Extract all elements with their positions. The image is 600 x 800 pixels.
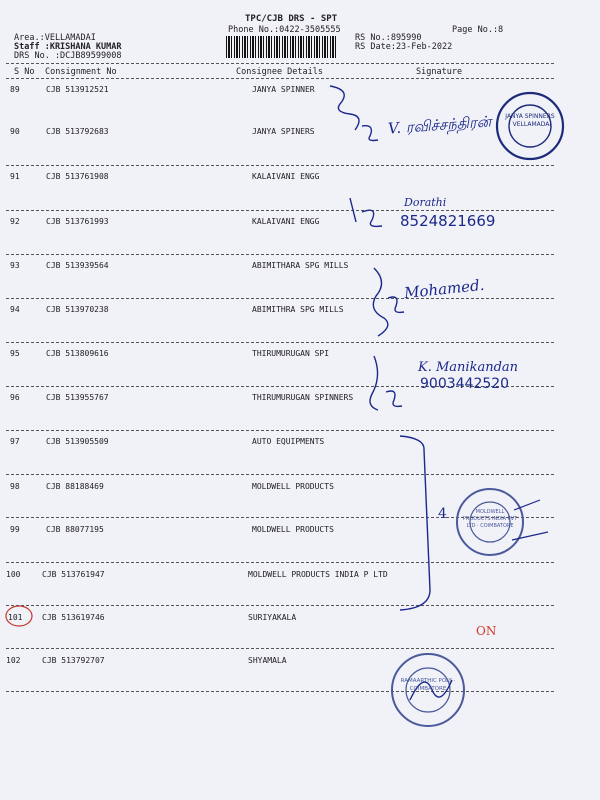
consignee-cell: MOLDWELL PRODUCTS	[252, 482, 334, 491]
signature-abimithra: Mohamed.	[403, 275, 486, 303]
sno-cell: 94	[10, 305, 20, 314]
sno-cell: 90	[10, 127, 20, 136]
page-number: Page No.:8	[452, 25, 504, 35]
area-label: Area.:VELLAMADAI	[14, 33, 96, 43]
stamp-text-janya: JANYA SPINNERS · VELLAMADAI	[505, 113, 555, 128]
rs-date: RS Date:23-Feb-2022	[355, 42, 453, 52]
column-consignee: Consignee Details	[236, 67, 323, 77]
sno-cell: 101	[8, 613, 23, 622]
initial-mark	[350, 198, 382, 226]
consignee-cell: ABIMITHARA SPG MILLS	[252, 261, 349, 270]
consignment-cell: CJB 88077195	[46, 525, 104, 534]
consignee-cell: THIRUMURUGAN SPINNERS	[252, 393, 354, 402]
consignee-cell: MOLDWELL PRODUCTS	[252, 525, 334, 534]
consignee-cell: JANYA SPINNER	[252, 85, 315, 94]
consignment-cell: CJB 88188469	[46, 482, 104, 491]
initial-mark	[373, 268, 404, 336]
consignee-cell: AUTO EQUIPMENTS	[252, 437, 325, 446]
stamp-text-ramaarthic: RAMAARTHIC POLY · COIMBATORE	[400, 678, 456, 692]
sno-cell: 89	[10, 85, 20, 94]
sno-cell: 100	[6, 570, 21, 579]
sno-cell: 98	[10, 482, 20, 491]
consignment-cell: CJB 513912521	[46, 85, 109, 94]
sno-cell: 93	[10, 261, 20, 270]
initial-mark	[370, 356, 402, 410]
bracket-mark	[400, 436, 430, 610]
consignee-cell: THIRUMURUGAN SPI	[252, 349, 330, 358]
red-mark: ON	[476, 624, 497, 638]
consignee-cell: SURIYAKALA	[248, 613, 297, 622]
consignment-cell: CJB 513761908	[46, 172, 109, 181]
drs-number: DRS No. :DCJB89599008	[14, 51, 122, 61]
consignment-cell: CJB 513955767	[46, 393, 109, 402]
consignment-cell: CJB 513619746	[42, 613, 105, 622]
column-consignment: Consignment No	[45, 67, 117, 77]
consignee-cell: JANYA SPINERS	[252, 127, 315, 136]
sno-cell: 102	[6, 656, 21, 665]
rs-number: RS No.:895990	[355, 33, 422, 43]
consignee-cell: KALAIVANI ENGG	[252, 172, 320, 181]
sno-cell: 92	[10, 217, 20, 226]
consignment-cell: CJB 513970238	[46, 305, 109, 314]
signature-janya: V. ரவிச்சந்திரன்	[387, 112, 492, 138]
sno-cell: 95	[10, 349, 20, 358]
signature-thirumurugan-name: K. Manikandan	[418, 360, 519, 375]
consignment-cell: CJB 513761993	[46, 217, 109, 226]
sno-cell: 97	[10, 437, 20, 446]
consignee-cell: ABIMITHRA SPG MILLS	[252, 305, 344, 314]
signature-kalaivani-name: Dorathi	[404, 196, 447, 209]
column-signature: Signature	[416, 67, 463, 77]
tick-mark: 4	[438, 506, 447, 522]
consignee-cell: KALAIVANI ENGG	[252, 217, 320, 226]
initial-mark	[330, 86, 378, 141]
signature-kalaivani-phone: 8524821669	[400, 212, 496, 230]
sno-cell: 91	[10, 172, 20, 181]
phone-number: Phone No.:0422-3505555	[228, 25, 341, 35]
consignment-cell: CJB 513905509	[46, 437, 109, 446]
consignee-cell: MOLDWELL PRODUCTS INDIA P LTD	[248, 570, 388, 579]
circle-mark	[6, 606, 32, 626]
consignee-cell: SHYAMALA	[248, 656, 287, 665]
consignment-cell: CJB 513761947	[42, 570, 105, 579]
column-sno: S No	[14, 67, 35, 77]
consignment-cell: CJB 513939564	[46, 261, 109, 270]
signature-thirumurugan-phone: 9003442520	[420, 376, 510, 392]
consignment-cell: CJB 513809616	[46, 349, 109, 358]
consignment-cell: CJB 513792707	[42, 656, 105, 665]
consignment-cell: CJB 513792683	[46, 127, 109, 136]
sno-cell: 96	[10, 393, 20, 402]
stamp-text-moldwell: MOLDWELL PRODUCTS INDIA PVT LTD · COIMBATORE	[462, 509, 518, 529]
sno-cell: 99	[10, 525, 20, 534]
document-title: TPC/CJB DRS - SPT	[245, 14, 338, 24]
staff-label: Staff :KRISHANA KUMAR	[14, 42, 122, 52]
